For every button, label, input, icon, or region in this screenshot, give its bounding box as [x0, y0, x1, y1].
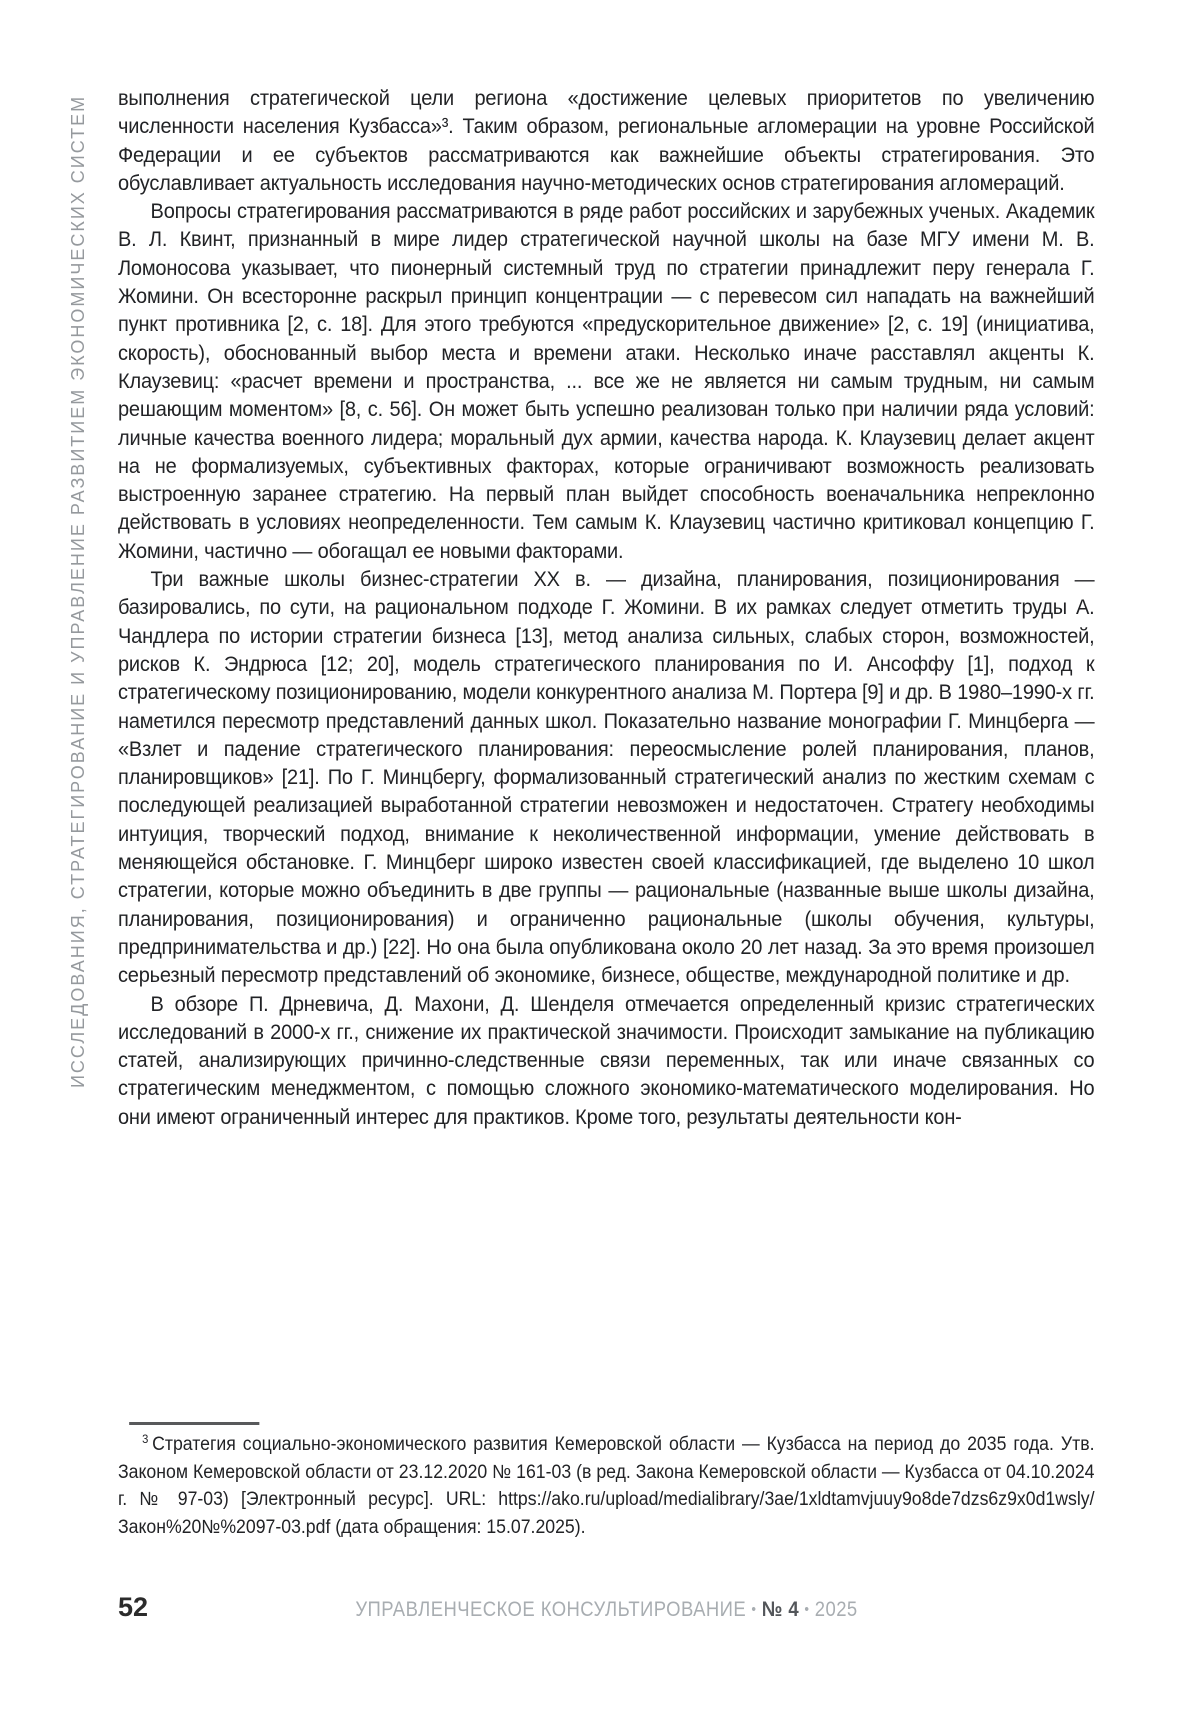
body-paragraphs — [118, 84, 1095, 1131]
page-number: 52 — [118, 1592, 149, 1622]
body-paragraph: выполнения стратегической цели региона «достижение целевых приоритетов по увеличению численности населения Кузбасса»³. Таким образом, региональные агломерации на уровне Российской Федерации и ее субъектов рассматриваются как важнейшие объекты стратегирования. Это обуславливает актуальность исследования научно-методических основ стратегирования агломераций. — [118, 86, 1095, 195]
footnote-block — [118, 1422, 1095, 1541]
footnote-divider — [129, 1422, 259, 1425]
journal-year: 2025 — [814, 1598, 858, 1621]
footnote-text — [118, 1431, 1095, 1541]
footer-separator-icon: • — [751, 1601, 757, 1618]
footer-separator-icon: • — [804, 1601, 810, 1618]
footnote-marker: 3 — [142, 1431, 149, 1446]
footnote-body: Стратегия социально-экономического развития Кемеровской области — Кузбасса на период до 2035 года. Утв. Законом Кемеровской области от 23.12.2020 № 161-03 (в ред. Закона Кемеровской области — Кузбасса от 04.10.2024 г. № 97-03) [Электронный ресурс]. URL: https://ako.ru/upload/medialibrary/3ae/1xldtamvjuuy9o8de7dzs6z9x0d1wsly/Закон%20№%2097-03.pdf (дата обращения: 15.07.2025). — [118, 1434, 1095, 1538]
section-vertical-label: ИССЛЕДОВАНИЯ, СТРАТЕГИРОВАНИЕ И УПРАВЛЕНИЕ РАЗВИТИЕМ ЭКОНОМИЧЕСКИХ СИСТЕМ — [68, 94, 88, 1088]
article-body — [118, 84, 1095, 1131]
journal-issue: № 4 — [761, 1598, 800, 1621]
body-paragraph: В обзоре П. Дрневича, Д. Махони, Д. Шенделя отмечается определенный кризис стратегических исследований в 2000-х гг., снижение их практической значимости. Происходит замыкание на публикацию статей, анализирующих причинно-следственные связи переменных, так или иначе связанных со стратегическим менеджментом, с помощью сложного экономико-математического моделирования. Но они имеют ограниченный интерес для практиков. Кроме того, результаты деятельности кон- — [118, 991, 1095, 1129]
journal-title: УПРАВЛЕНЧЕСКОЕ КОНСУЛЬТИРОВАНИЕ — [355, 1598, 747, 1621]
body-paragraph: Вопросы стратегирования рассматриваются в ряде работ российских и зарубежных ученых. Академик В. Л. Квинт, признанный в мире лидер стратегической научной школы на базе МГУ имени М. В. Ломоносова указывает, что пионерный системный труд по стратегии принадлежит перу генерала Г. Жомини. Он всесторонне раскрыл принцип концентрации — с перевесом сил нападать на важнейший пункт противника [2, с. 18]. Для этого требуются «предускорительное движение» [2, с. 19] (инициатива, скорость), обоснованный выбор места и времени атаки. Несколько иначе расставлял акценты К. Клаузевиц: «расчет времени и пространства, ... все же не является ни самым трудным, ни самым решающим моментом» [8, с. 56]. Он может быть успешно реализован только при наличии ряда условий: личные качества военного лидера; моральный дух армии, качества народа. К. Клаузевиц делает акцент на не формализуемых, субъективных факторах, которые ограничивают возможность реализовать выстроенную заранее стратегию. На первый план выйдет способность военачальника непреклонно действовать в условиях неопределенности. Тем самым К. Клаузевиц частично критиковал концепцию Г. Жомини, частично — обогащал ее новыми факторами. — [118, 199, 1095, 563]
journal-title-line — [177, 1598, 1037, 1622]
body-paragraph: Три важные школы бизнес-стратегии XX в. — дизайна, планирования, позиционирования — базировались, по сути, на рациональном подходе Г. Жомини. В их рамках следует отметить труды А. Чандлера по истории стратегии бизнеса [13], метод анализа сильных, слабых сторон, возможностей, рисков К. Эндрюса [12; 20], модель стратегического планирования по И. Ансоффу [1], подход к стратегическому позиционированию, модели конкурентного анализа М. Портера [9] и др. В 1980–1990-х гг. наметился пересмотр представлений данных школ. Показательно название монографии Г. Минцберга — «Взлет и падение стратегического планирования: переосмысление ролей планирования, планов, планировщиков» [21]. По Г. Минцбергу, формализованный стратегический анализ по жестким схемам с последующей реализацией выработанной стратегии невозможен и недостаточен. Стратегу необходимы интуиция, творческий подход, внимание к неколичественной информации, умение действовать в меняющейся обстановке. Г. Минцберг широко известен своей классификацией, где выделено 10 школ стратегии, которые можно объединить в две группы — рациональные (названные выше школы дизайна, планирования, позиционирования) и ограниченно рациональные (школы обучения, культуры, предпринимательства и др.) [22]. Но она была опубликована около 20 лет назад. За это время произошел серьезный пересмотр представлений об экономике, бизнесе, обществе, международной политике и др. — [118, 567, 1095, 988]
